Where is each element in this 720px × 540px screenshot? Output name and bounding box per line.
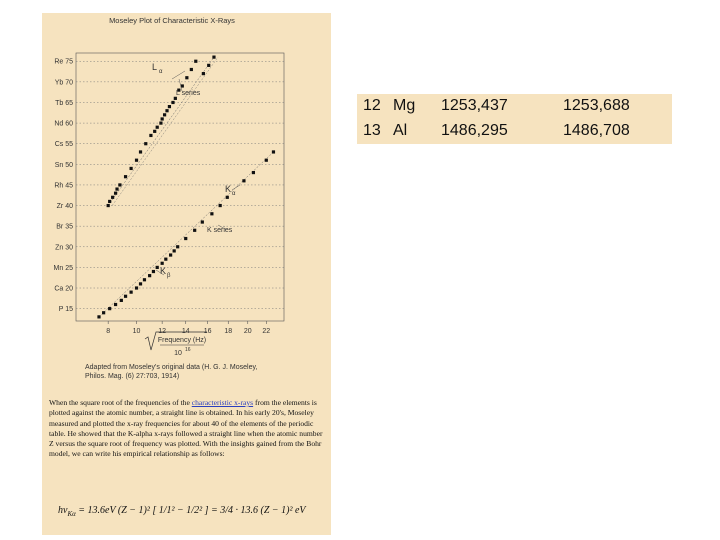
data-point xyxy=(190,68,193,71)
l-series-label: L series xyxy=(176,90,201,97)
data-point xyxy=(207,64,210,67)
data-point xyxy=(171,101,174,104)
data-point xyxy=(120,299,123,302)
chart-title: Moseley Plot of Characteristic X-Rays xyxy=(109,16,235,25)
data-point xyxy=(159,121,162,124)
data-point xyxy=(115,187,118,190)
x-tick-label: 12 xyxy=(158,328,167,335)
data-point xyxy=(193,229,196,232)
data-point xyxy=(148,274,151,277)
data-point xyxy=(152,270,155,273)
annotations xyxy=(152,62,240,279)
data-point xyxy=(185,76,188,79)
k-beta-subscript: β xyxy=(167,273,171,279)
data-point xyxy=(124,175,127,178)
y-tick-label: Cs 55 xyxy=(54,141,73,149)
x-tick-label: 10 xyxy=(132,328,141,335)
data-point xyxy=(156,126,159,129)
x-tick-label: 18 xyxy=(224,328,233,335)
data-point xyxy=(108,307,111,310)
data-point xyxy=(210,212,213,215)
formula-rhs: = 13.6eV (Z − 1)² [ 1/1² − 1/2² ] = 3/4 · 13.6 (Z − 1)² eV xyxy=(75,505,306,516)
data-point xyxy=(114,303,117,306)
data-point xyxy=(169,253,172,256)
atomic-number: 12 xyxy=(363,97,381,114)
data-point xyxy=(272,150,275,153)
data-point xyxy=(201,220,204,223)
figure-panel xyxy=(42,13,331,535)
data-point xyxy=(139,282,142,285)
paragraph-text: When the square root of the frequencies of the xyxy=(49,398,192,407)
data-point xyxy=(161,117,164,120)
formula-lhs: hν xyxy=(58,505,68,516)
atomic-number: 13 xyxy=(363,122,381,139)
y-tick-label: Tb 65 xyxy=(55,99,73,107)
data-point xyxy=(176,245,179,248)
k-series-label: K series xyxy=(207,227,233,234)
data-point xyxy=(168,105,171,108)
data-point xyxy=(163,113,166,116)
data-point xyxy=(194,60,197,63)
caption-line-2: Philos. Mag. (6) 27:703, 1914) xyxy=(85,373,180,380)
data-point xyxy=(97,315,100,318)
data-point xyxy=(161,262,164,265)
data-point xyxy=(202,72,205,75)
value-1: 1486,295 xyxy=(441,122,508,139)
l-alpha-subscript: α xyxy=(159,69,163,75)
data-point xyxy=(130,291,133,294)
x-tick-label: 20 xyxy=(243,328,252,335)
fit-line xyxy=(112,57,218,205)
k-alpha-label: K xyxy=(225,184,232,194)
data-point xyxy=(265,159,268,162)
y-tick-label: Mn 25 xyxy=(53,264,73,272)
data-point xyxy=(135,159,138,162)
data-point xyxy=(164,258,167,261)
element-symbol: Al xyxy=(393,122,408,139)
x-axis-ticks xyxy=(106,321,270,335)
y-tick-label: Re 75 xyxy=(54,58,73,66)
y-tick-label: P 15 xyxy=(58,306,73,314)
value-2: 1486,708 xyxy=(563,122,630,139)
figure-caption xyxy=(85,363,325,381)
data-point xyxy=(143,278,146,281)
data-point xyxy=(135,286,138,289)
moseley-formula xyxy=(58,505,328,518)
y-axis-ticks xyxy=(54,59,74,313)
data-point xyxy=(114,192,117,195)
y-tick-label: Yb 70 xyxy=(54,79,73,87)
data-point xyxy=(226,196,229,199)
y-tick-label: Br 35 xyxy=(56,223,73,231)
y-tick-label: Rh 45 xyxy=(54,182,73,190)
data-point xyxy=(219,204,222,207)
x-axis-unit-exponent: 16 xyxy=(185,347,191,353)
y-tick-label: Zr 40 xyxy=(56,203,73,211)
data-point xyxy=(111,196,114,199)
formula-subscript: Kα xyxy=(67,510,76,518)
k-alpha-subscript: α xyxy=(232,191,236,197)
energy-table xyxy=(357,94,672,144)
data-point xyxy=(242,179,245,182)
l-alpha-label: L xyxy=(152,62,158,72)
k-beta-label: K xyxy=(160,266,167,276)
x-axis-unit: 10 xyxy=(174,350,182,357)
data-point xyxy=(149,134,152,137)
data-point xyxy=(139,150,142,153)
data-point xyxy=(102,311,105,314)
data-point xyxy=(252,171,255,174)
element-symbol: Mg xyxy=(393,97,416,114)
data-point xyxy=(165,109,168,112)
x-axis-label xyxy=(145,332,207,357)
data-point xyxy=(107,204,110,207)
y-tick-label: Zn 30 xyxy=(55,244,73,252)
fit-line xyxy=(108,57,214,205)
data-point xyxy=(156,266,159,269)
x-tick-label: 8 xyxy=(106,328,111,335)
characteristic-xrays-link[interactable]: characteristic x-rays xyxy=(191,398,254,407)
gridlines xyxy=(76,61,284,308)
data-point xyxy=(118,183,121,186)
value-2: 1253,688 xyxy=(563,97,630,114)
y-tick-label: Sn 50 xyxy=(54,161,73,169)
data-point xyxy=(173,249,176,252)
data-point xyxy=(124,295,127,298)
table-row xyxy=(357,122,672,140)
data-point xyxy=(130,167,133,170)
value-1: 1253,437 xyxy=(441,97,508,114)
x-axis-label-text: Frequency (Hz) xyxy=(157,337,207,344)
x-tick-label: 16 xyxy=(203,328,212,335)
annotation-pointer xyxy=(172,71,185,79)
x-tick-label: 22 xyxy=(262,328,271,335)
x-tick-label: 14 xyxy=(181,328,190,335)
data-point xyxy=(174,97,177,100)
annotation-pointer xyxy=(232,185,240,190)
body-paragraph xyxy=(49,398,329,460)
data-point xyxy=(108,200,111,203)
data-point xyxy=(184,237,187,240)
data-point xyxy=(144,142,147,145)
caption-line-1: Adapted from Moseley's original data (H. G. J. Moseley, xyxy=(85,364,258,371)
moseley-chart xyxy=(42,13,331,363)
table-row xyxy=(357,97,672,115)
data-point xyxy=(153,130,156,133)
y-tick-label: Ca 20 xyxy=(54,285,73,293)
data-point xyxy=(212,56,215,59)
paragraph-text: from the elements is plotted against the atomic number, a straight line is obtained. In his early 20's, Moseley measured and plotted the x-ray frequencies for about 40 of the elements of the periodic table. He showed that the K-alpha x-rays followed a straight line when the atomic number Z versus the square root of frequency was plotted. With the insights gained from the Bohr model, we can write his empirical relationship as follows: xyxy=(49,398,323,459)
y-tick-label: Nd 60 xyxy=(54,120,73,128)
